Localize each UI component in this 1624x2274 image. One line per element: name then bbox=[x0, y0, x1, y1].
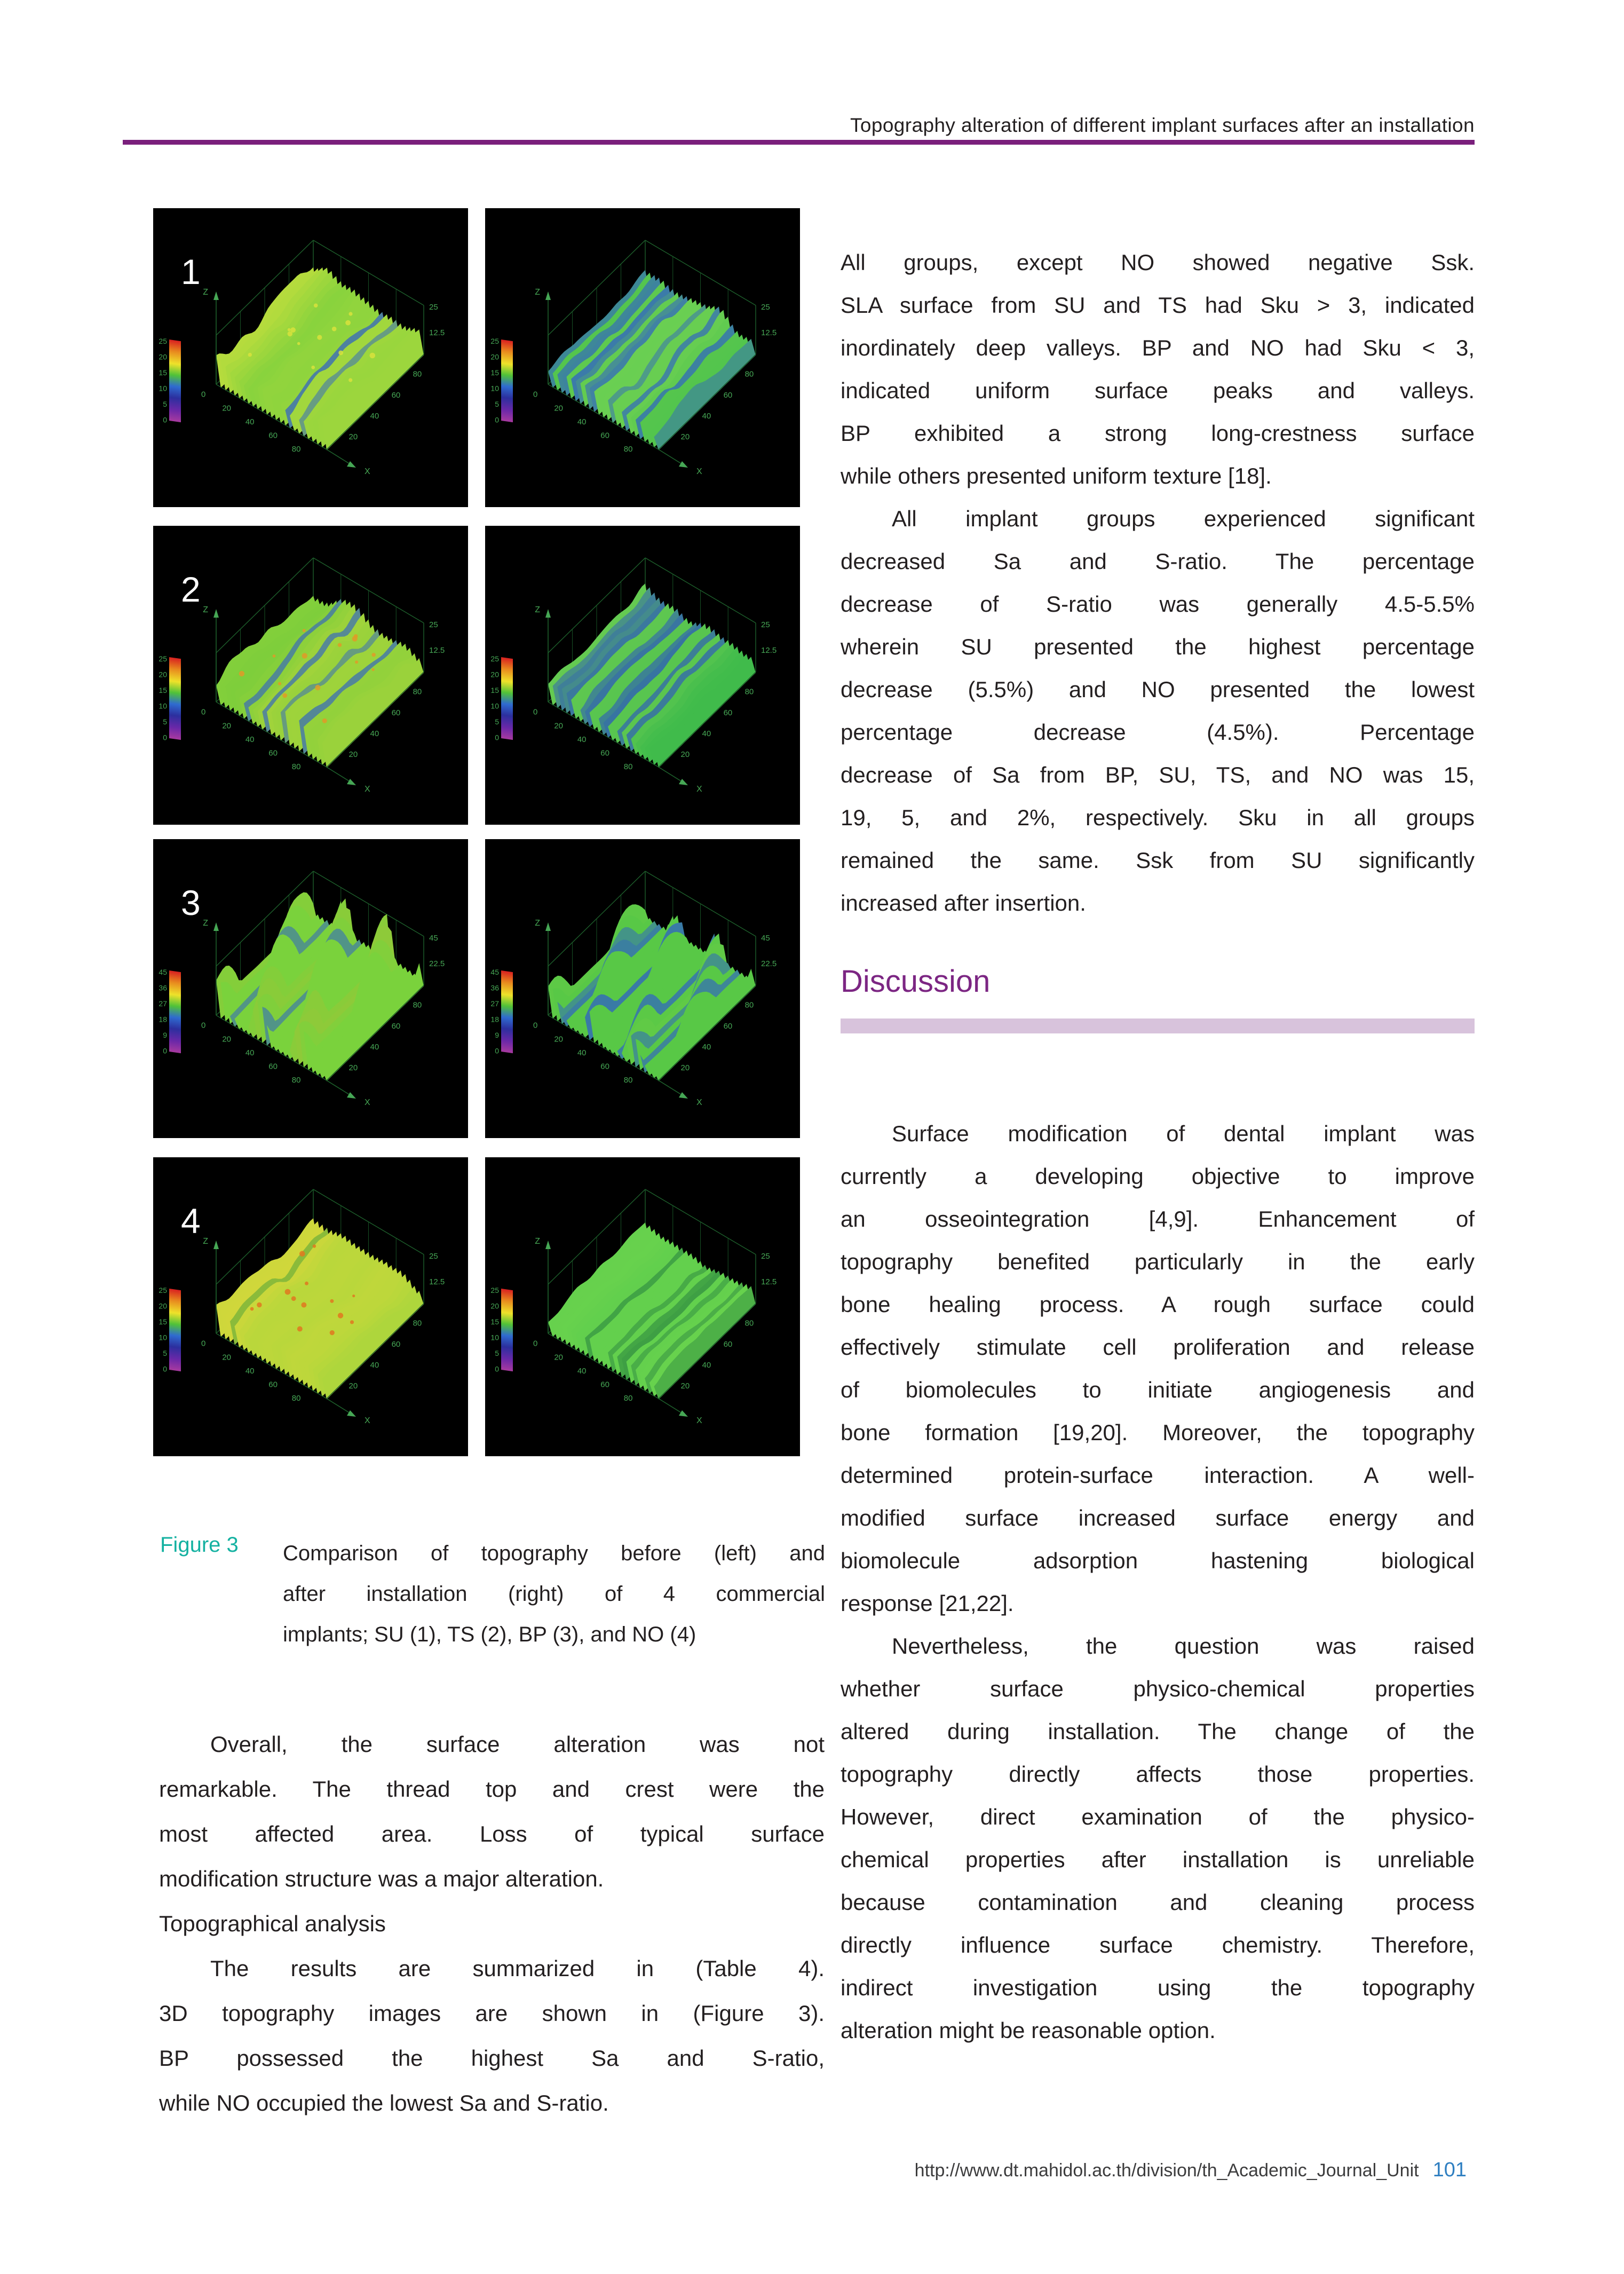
svg-text:25: 25 bbox=[490, 1286, 499, 1294]
right-text-column bbox=[841, 241, 1475, 2052]
figure-panel-2-right bbox=[485, 526, 800, 825]
svg-text:0: 0 bbox=[201, 1021, 206, 1030]
svg-text:40: 40 bbox=[370, 411, 379, 421]
figure-panel-1-left bbox=[153, 208, 468, 507]
body-text-line: Surface modification of dental implant was bbox=[892, 1121, 1475, 1146]
body-text-line: effectively stimulate cell proliferation and release bbox=[841, 1335, 1475, 1360]
svg-text:0: 0 bbox=[201, 390, 206, 399]
figure-panel-2-left bbox=[153, 526, 468, 825]
body-text-line: 3D topography images are shown in (Figure 3). bbox=[159, 2001, 825, 2026]
svg-text:0: 0 bbox=[163, 733, 167, 742]
svg-text:80: 80 bbox=[623, 762, 633, 772]
body-text-line: chemical properties after installation is unreliable bbox=[841, 1847, 1475, 1872]
svg-text:40: 40 bbox=[577, 735, 587, 744]
svg-text:X: X bbox=[696, 785, 702, 794]
svg-text:18: 18 bbox=[490, 1015, 499, 1024]
body-text-line: remained the same. Ssk from SU significantly bbox=[841, 848, 1475, 873]
svg-text:20: 20 bbox=[490, 352, 499, 361]
body-text-line: increased after insertion. bbox=[841, 890, 1086, 915]
svg-text:40: 40 bbox=[370, 729, 379, 738]
svg-text:12.5: 12.5 bbox=[429, 646, 445, 655]
svg-text:25: 25 bbox=[159, 1286, 167, 1294]
svg-text:5: 5 bbox=[163, 717, 167, 726]
svg-text:80: 80 bbox=[291, 1394, 301, 1403]
figure-panel-4-right bbox=[485, 1157, 800, 1456]
svg-text:12.5: 12.5 bbox=[429, 328, 445, 337]
body-text-line: remarkable. The thread top and crest were the bbox=[159, 1776, 825, 1802]
svg-text:80: 80 bbox=[623, 1076, 633, 1085]
discussion-section-bar bbox=[841, 1018, 1475, 1033]
svg-text:60: 60 bbox=[600, 748, 609, 758]
svg-text:80: 80 bbox=[291, 1076, 301, 1085]
body-text-line: inordinately deep valleys. BP and NO had Sku < 3, bbox=[841, 335, 1475, 360]
svg-text:0: 0 bbox=[495, 1046, 499, 1055]
body-text-line: while others presented uniform texture [18]. bbox=[841, 463, 1272, 488]
svg-text:25: 25 bbox=[159, 337, 167, 345]
body-text-line: 19, 5, and 2%, respectively. Sku in all groups bbox=[841, 805, 1475, 830]
svg-text:80: 80 bbox=[744, 369, 754, 379]
svg-text:5: 5 bbox=[163, 1349, 167, 1357]
figure-caption-label: Figure 3 bbox=[160, 1533, 239, 1557]
svg-text:12.5: 12.5 bbox=[761, 1277, 777, 1286]
svg-text:60: 60 bbox=[391, 1021, 401, 1031]
svg-text:20: 20 bbox=[680, 1381, 690, 1391]
svg-text:80: 80 bbox=[413, 1318, 422, 1328]
svg-text:25: 25 bbox=[490, 654, 499, 663]
svg-text:9: 9 bbox=[495, 1031, 499, 1039]
svg-text:15: 15 bbox=[159, 1317, 167, 1326]
svg-text:3: 3 bbox=[181, 883, 201, 922]
svg-text:60: 60 bbox=[391, 708, 401, 717]
svg-text:20: 20 bbox=[490, 1301, 499, 1310]
body-text-line: bone healing process. A rough surface could bbox=[841, 1292, 1475, 1317]
svg-text:40: 40 bbox=[577, 1366, 587, 1376]
svg-text:40: 40 bbox=[370, 1360, 379, 1370]
svg-text:20: 20 bbox=[159, 1301, 167, 1310]
page-footer bbox=[915, 2159, 1467, 2182]
svg-text:20: 20 bbox=[680, 1063, 690, 1073]
figure-panel-1-right bbox=[485, 208, 800, 507]
body-text-line: most affected area. Loss of typical surface bbox=[159, 1821, 825, 1846]
svg-text:10: 10 bbox=[159, 701, 167, 710]
body-text-line: decrease of Sa from BP, SU, TS, and NO was 15, bbox=[841, 762, 1475, 787]
body-text-line: topography directly affects those properties. bbox=[841, 1762, 1475, 1787]
svg-text:Z: Z bbox=[535, 605, 540, 614]
body-text-line: of biomolecules to initiate angiogenesis and bbox=[841, 1377, 1475, 1402]
body-text-line: However, direct examination of the physico- bbox=[841, 1804, 1475, 1829]
svg-text:15: 15 bbox=[159, 686, 167, 694]
svg-text:20: 20 bbox=[222, 1353, 232, 1362]
svg-text:25: 25 bbox=[159, 654, 167, 663]
svg-text:5: 5 bbox=[495, 717, 499, 726]
svg-text:0: 0 bbox=[533, 390, 538, 399]
svg-text:10: 10 bbox=[490, 701, 499, 710]
svg-text:15: 15 bbox=[490, 368, 499, 377]
svg-text:X: X bbox=[696, 1098, 702, 1107]
svg-text:80: 80 bbox=[413, 369, 422, 379]
discussion-section-title: Discussion bbox=[841, 964, 991, 999]
body-text-line: BP exhibited a strong long-crestness surface bbox=[841, 421, 1475, 446]
svg-text:Z: Z bbox=[203, 605, 208, 614]
body-text-line: modified surface increased surface energy and bbox=[841, 1505, 1475, 1530]
body-text-line: decrease of S-ratio was generally 4.5-5.5% bbox=[841, 591, 1475, 617]
body-text-line: Topographical analysis bbox=[159, 1911, 386, 1936]
body-text-line: percentage decrease (4.5%). Percentage bbox=[841, 720, 1475, 745]
svg-text:60: 60 bbox=[391, 1339, 401, 1349]
svg-text:22.5: 22.5 bbox=[761, 959, 777, 968]
body-text-line: alteration might be reasonable option. bbox=[841, 2018, 1216, 2043]
svg-text:20: 20 bbox=[159, 352, 167, 361]
svg-text:0: 0 bbox=[495, 1364, 499, 1373]
svg-text:36: 36 bbox=[159, 983, 167, 992]
svg-text:20: 20 bbox=[348, 1063, 358, 1073]
svg-text:20: 20 bbox=[222, 1035, 232, 1044]
body-text-line: determined protein-surface interaction. A well- bbox=[841, 1463, 1475, 1488]
figure-caption-line: after installation (right) of 4 commercial bbox=[283, 1582, 825, 1606]
figure-caption-line: implants; SU (1), TS (2), BP (3), and NO (4) bbox=[283, 1623, 696, 1646]
svg-text:45: 45 bbox=[429, 934, 438, 943]
svg-text:0: 0 bbox=[201, 707, 206, 717]
svg-text:4: 4 bbox=[181, 1201, 201, 1241]
body-text-line: All implant groups experienced significant bbox=[892, 506, 1475, 531]
svg-text:15: 15 bbox=[159, 368, 167, 377]
body-text-line: Overall, the surface alteration was not bbox=[210, 1732, 825, 1757]
svg-text:X: X bbox=[696, 1416, 702, 1425]
header-rule bbox=[123, 140, 1475, 145]
figure-panel-4-left bbox=[153, 1157, 468, 1456]
body-text-line: BP possessed the highest Sa and S-ratio, bbox=[159, 2046, 825, 2071]
svg-text:25: 25 bbox=[761, 303, 770, 312]
svg-text:Z: Z bbox=[203, 1237, 208, 1246]
svg-text:10: 10 bbox=[159, 384, 167, 393]
svg-text:15: 15 bbox=[490, 686, 499, 694]
svg-text:25: 25 bbox=[490, 337, 499, 345]
svg-text:15: 15 bbox=[490, 1317, 499, 1326]
svg-text:60: 60 bbox=[723, 708, 733, 717]
svg-text:80: 80 bbox=[623, 445, 633, 454]
svg-text:20: 20 bbox=[348, 1381, 358, 1391]
svg-text:18: 18 bbox=[159, 1015, 167, 1024]
svg-text:0: 0 bbox=[533, 1021, 538, 1030]
svg-text:80: 80 bbox=[744, 687, 754, 697]
svg-text:25: 25 bbox=[429, 303, 438, 312]
svg-text:60: 60 bbox=[268, 1380, 278, 1389]
left-text-column bbox=[159, 1722, 825, 2126]
body-text-line: The results are summarized in (Table 4). bbox=[210, 1956, 825, 1981]
svg-text:60: 60 bbox=[600, 1380, 609, 1389]
svg-text:20: 20 bbox=[159, 670, 167, 679]
svg-text:40: 40 bbox=[577, 1048, 587, 1057]
svg-text:0: 0 bbox=[163, 1364, 167, 1373]
svg-text:5: 5 bbox=[163, 400, 167, 408]
svg-text:20: 20 bbox=[554, 404, 564, 413]
svg-text:0: 0 bbox=[163, 1046, 167, 1055]
svg-text:0: 0 bbox=[163, 415, 167, 424]
svg-text:20: 20 bbox=[348, 750, 358, 760]
svg-text:X: X bbox=[365, 1098, 370, 1107]
svg-text:X: X bbox=[696, 467, 702, 476]
svg-text:20: 20 bbox=[490, 670, 499, 679]
svg-text:0: 0 bbox=[495, 415, 499, 424]
svg-text:60: 60 bbox=[268, 748, 278, 758]
svg-text:25: 25 bbox=[429, 1252, 438, 1261]
svg-text:12.5: 12.5 bbox=[429, 1277, 445, 1286]
body-text-line: decreased Sa and S-ratio. The percentage bbox=[841, 549, 1475, 574]
svg-text:X: X bbox=[365, 467, 370, 476]
svg-text:1: 1 bbox=[181, 252, 201, 291]
svg-text:20: 20 bbox=[222, 721, 232, 731]
svg-text:40: 40 bbox=[245, 735, 255, 744]
svg-text:25: 25 bbox=[761, 1252, 770, 1261]
svg-text:5: 5 bbox=[495, 400, 499, 408]
body-text-line: altered during installation. The change of the bbox=[841, 1719, 1475, 1744]
svg-text:80: 80 bbox=[291, 445, 301, 454]
page-header-running-title: Topography alteration of different implant surfaces after an installation bbox=[850, 114, 1475, 136]
svg-text:10: 10 bbox=[490, 1333, 499, 1342]
svg-text:60: 60 bbox=[723, 390, 733, 400]
svg-text:45: 45 bbox=[761, 934, 770, 943]
svg-text:80: 80 bbox=[413, 687, 422, 697]
svg-text:20: 20 bbox=[554, 721, 564, 731]
body-text-line: an osseointegration [4,9]. Enhancement of bbox=[841, 1206, 1475, 1231]
figure-panel-3-left bbox=[153, 839, 468, 1138]
body-text-line: wherein SU presented the highest percentage bbox=[841, 634, 1475, 659]
svg-text:40: 40 bbox=[245, 1366, 255, 1376]
svg-text:40: 40 bbox=[245, 417, 255, 427]
svg-text:0: 0 bbox=[201, 1339, 206, 1348]
svg-text:10: 10 bbox=[159, 1333, 167, 1342]
body-text-line: biomolecule adsorption hastening biological bbox=[841, 1548, 1475, 1573]
svg-text:45: 45 bbox=[159, 968, 167, 976]
body-text-line: while NO occupied the lowest Sa and S-ratio. bbox=[159, 2090, 609, 2115]
svg-text:60: 60 bbox=[600, 431, 609, 440]
svg-text:80: 80 bbox=[413, 1000, 422, 1010]
svg-text:2: 2 bbox=[181, 570, 201, 609]
svg-text:80: 80 bbox=[744, 1000, 754, 1010]
body-text-line: Nevertheless, the question was raised bbox=[892, 1633, 1475, 1659]
svg-text:12.5: 12.5 bbox=[761, 646, 777, 655]
svg-text:27: 27 bbox=[490, 999, 499, 1008]
svg-text:Z: Z bbox=[535, 1237, 540, 1246]
svg-text:36: 36 bbox=[490, 983, 499, 992]
body-text-line: All groups, except NO showed negative Ssk. bbox=[841, 250, 1475, 275]
svg-text:20: 20 bbox=[554, 1035, 564, 1044]
body-text-line: SLA surface from SU and TS had Sku > 3, indicated bbox=[841, 293, 1475, 318]
svg-text:X: X bbox=[365, 1416, 370, 1425]
body-text-line: because contamination and cleaning process bbox=[841, 1890, 1475, 1915]
svg-text:40: 40 bbox=[702, 1042, 711, 1052]
svg-text:60: 60 bbox=[268, 1062, 278, 1071]
svg-text:40: 40 bbox=[702, 411, 711, 421]
svg-text:0: 0 bbox=[533, 707, 538, 717]
svg-text:10: 10 bbox=[490, 384, 499, 393]
svg-text:60: 60 bbox=[723, 1021, 733, 1031]
body-text-line: modification structure was a major alteration. bbox=[159, 1866, 604, 1891]
svg-text:45: 45 bbox=[490, 968, 499, 976]
svg-text:40: 40 bbox=[702, 729, 711, 738]
svg-text:60: 60 bbox=[391, 390, 401, 400]
body-text-line: indirect investigation using the topography bbox=[841, 1975, 1475, 2000]
svg-text:5: 5 bbox=[495, 1349, 499, 1357]
svg-text:27: 27 bbox=[159, 999, 167, 1008]
svg-text:X: X bbox=[365, 785, 370, 794]
svg-text:25: 25 bbox=[429, 620, 438, 629]
svg-text:Z: Z bbox=[535, 919, 540, 928]
body-text-line: response [21,22]. bbox=[841, 1591, 1014, 1616]
svg-text:40: 40 bbox=[577, 417, 587, 427]
svg-text:80: 80 bbox=[623, 1394, 633, 1403]
svg-text:40: 40 bbox=[702, 1360, 711, 1370]
svg-text:20: 20 bbox=[680, 432, 690, 442]
svg-text:20: 20 bbox=[348, 432, 358, 442]
svg-text:9: 9 bbox=[163, 1031, 167, 1039]
svg-text:Z: Z bbox=[535, 288, 540, 297]
body-text-line: directly influence surface chemistry. Therefore, bbox=[841, 1932, 1475, 1957]
svg-text:60: 60 bbox=[268, 431, 278, 440]
footer-journal-url: http://www.dt.mahidol.ac.th/division/th_Academic_Journal_Unit bbox=[914, 2160, 1419, 2181]
svg-text:Z: Z bbox=[203, 288, 208, 297]
figure-caption-line: Comparison of topography before (left) and bbox=[283, 1542, 825, 1565]
body-text-line: bone formation [19,20]. Moreover, the topography bbox=[841, 1420, 1475, 1445]
svg-text:20: 20 bbox=[680, 750, 690, 760]
svg-text:25: 25 bbox=[761, 620, 770, 629]
figure-panel-3-right bbox=[485, 839, 800, 1138]
svg-text:Z: Z bbox=[203, 919, 208, 928]
svg-text:0: 0 bbox=[533, 1339, 538, 1348]
svg-text:80: 80 bbox=[744, 1318, 754, 1328]
svg-text:22.5: 22.5 bbox=[429, 959, 445, 968]
svg-text:60: 60 bbox=[600, 1062, 609, 1071]
body-text-line: decrease (5.5%) and NO presented the lowest bbox=[841, 677, 1475, 702]
svg-text:20: 20 bbox=[554, 1353, 564, 1362]
body-text-line: topography benefited particularly in the early bbox=[841, 1249, 1475, 1274]
svg-text:40: 40 bbox=[245, 1048, 255, 1057]
body-text-line: whether surface physico-chemical properties bbox=[841, 1676, 1475, 1701]
body-text-line: currently a developing objective to improve bbox=[841, 1164, 1475, 1189]
svg-text:40: 40 bbox=[370, 1042, 379, 1052]
svg-text:0: 0 bbox=[495, 733, 499, 742]
body-text-line: indicated uniform surface peaks and valleys. bbox=[841, 378, 1475, 403]
svg-text:20: 20 bbox=[222, 404, 232, 413]
svg-text:80: 80 bbox=[291, 762, 301, 772]
svg-text:60: 60 bbox=[723, 1339, 733, 1349]
figure-caption-text bbox=[283, 1533, 825, 1655]
footer-page-number: 101 bbox=[1432, 2159, 1467, 2181]
svg-text:12.5: 12.5 bbox=[761, 328, 777, 337]
